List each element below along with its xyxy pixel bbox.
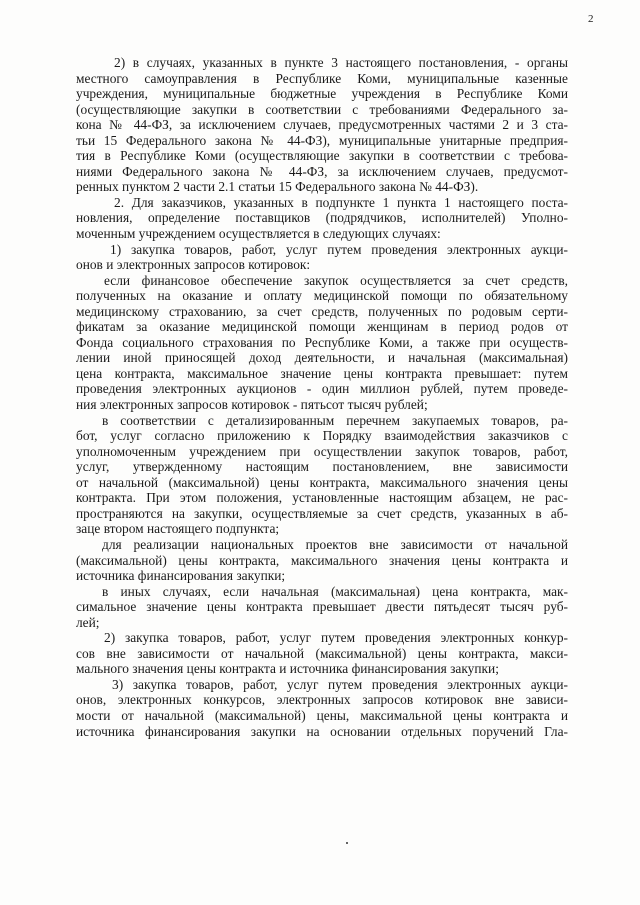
text-line: медицинскому страхованию, за счет средств, полученных по родовым серти-: [76, 303, 568, 319]
text-line: (максимальной) цены контракта, максимального значения цены контракта и: [76, 552, 568, 568]
text-line: проведения электронных аукционов - один миллион рублей, путем проведе-: [76, 381, 568, 397]
text-line: сов вне зависимости от начальной (максимальной) цены контракта, макси-: [76, 645, 568, 661]
text-line: для реализации национальных проектов вне зависимости от начальной: [102, 536, 568, 552]
text-line: кона № 44-ФЗ, за исключением случаев, предусмотренных частями 2 и 3 ста-: [76, 117, 568, 133]
text-line: новления, определение поставщиков (подрядчиков, исполнителей) Уполно-: [76, 210, 568, 226]
text-line: учреждения, муниципальные бюджетные учреждения в Республике Коми: [76, 86, 568, 102]
text-line: тьи 15 Федерального закона № 44-ФЗ), муниципальные унитарные предприя-: [76, 132, 568, 148]
text-line: бот, услуг согласно приложению к Порядку взаимодействия заказчиков с: [76, 428, 568, 444]
text-line: источника финансирования закупки;: [76, 568, 286, 584]
text-line: мости от начальной (максимальной) цены, максимальной цены контракта и: [76, 707, 568, 723]
text-line: источника финансирования закупки на основании отдельных поручений Гла-: [76, 723, 568, 739]
text-line: ниями Федерального закона № 44-ФЗ, за исключением случаев, предусмот-: [76, 163, 568, 179]
text-line: 2. Для заказчиков, указанных в подпункте 1 пункта 1 настоящего поста-: [114, 194, 568, 210]
text-line: (осуществляющие закупки в соответствии с требованиями Федерального за-: [76, 101, 568, 117]
text-line: уполномоченным учреждением при осуществлении закупок товаров, работ,: [76, 443, 568, 459]
text-line: Фонда социального страхования по Республике Коми, а также при осуществ-: [76, 334, 568, 350]
scan-speck: [346, 842, 348, 844]
text-line: цена контракта, максимальное значение цены контракта превышает: путем: [76, 365, 568, 381]
text-line: 2) в случаях, указанных в пункте 3 настоящего постановления, - органы: [114, 55, 568, 70]
text-line: услуг, утвержденному настоящим постановлением, вне зависимости: [76, 459, 568, 475]
text-line: от начальной (максимальной) цены контракта, максимального значения цены: [76, 474, 568, 490]
text-line: заце втором настоящего подпункта;: [76, 521, 280, 537]
page-number: 2: [588, 13, 594, 25]
text-line: тия в Республике Коми (осуществляющие закупки в соответствии с требова-: [76, 148, 568, 164]
text-line: 2) закупка товаров, работ, услуг путем проведения электронных конкур-: [104, 630, 568, 646]
text-line: 3) закупка товаров, работ, услуг путем проведения электронных аукци-: [112, 676, 568, 692]
text-line: моченным учреждением осуществляется в следующих случаях:: [76, 226, 441, 242]
text-line: ренных пунктом 2 части 2.1 статьи 15 Федерального закона № 44-ФЗ).: [76, 179, 479, 195]
text-line: ния электронных запросов котировок - пятьсот тысяч рублей;: [76, 397, 428, 413]
document-body: [76, 55, 568, 739]
text-line: онов, электронных конкурсов, электронных запросов котировок вне зависи-: [76, 692, 568, 708]
text-line: мального значения цены контракта и источника финансирования закупки;: [76, 661, 499, 677]
text-line: лей;: [76, 614, 100, 630]
text-line: пространяются на закупки, осуществляемые за счет средств, указанных в аб-: [76, 505, 568, 521]
text-line: в соответствии с детализированным перечнем закупаемых товаров, ра-: [102, 412, 568, 428]
text-line: онов и электронных запросов котировок:: [76, 257, 311, 273]
text-line: симальное значение цены контракта превышает двести пятьдесят тысяч руб-: [76, 599, 568, 615]
text-line: в иных случаях, если начальная (максимальная) цена контракта, мак-: [102, 583, 568, 599]
text-line: полученных на оказание и оплату медицинской помощи по обязательному: [76, 288, 568, 304]
text-line: 1) закупка товаров, работ, услуг путем проведения электронных аукци-: [110, 241, 568, 257]
text-line: контракта. При этом положения, установленные настоящим абзацем, не рас-: [76, 490, 568, 506]
text-line: местного самоуправления в Республике Коми, муниципальные казенные: [76, 70, 568, 86]
text-line: если финансовое обеспечение закупок осуществляется за счет средств,: [104, 272, 568, 288]
text-line: лении иной приносящей доход деятельности, и начальная (максимальная): [76, 350, 568, 366]
text-line: фикатам за оказание медицинской помощи женщинам в период родов от: [76, 319, 568, 335]
